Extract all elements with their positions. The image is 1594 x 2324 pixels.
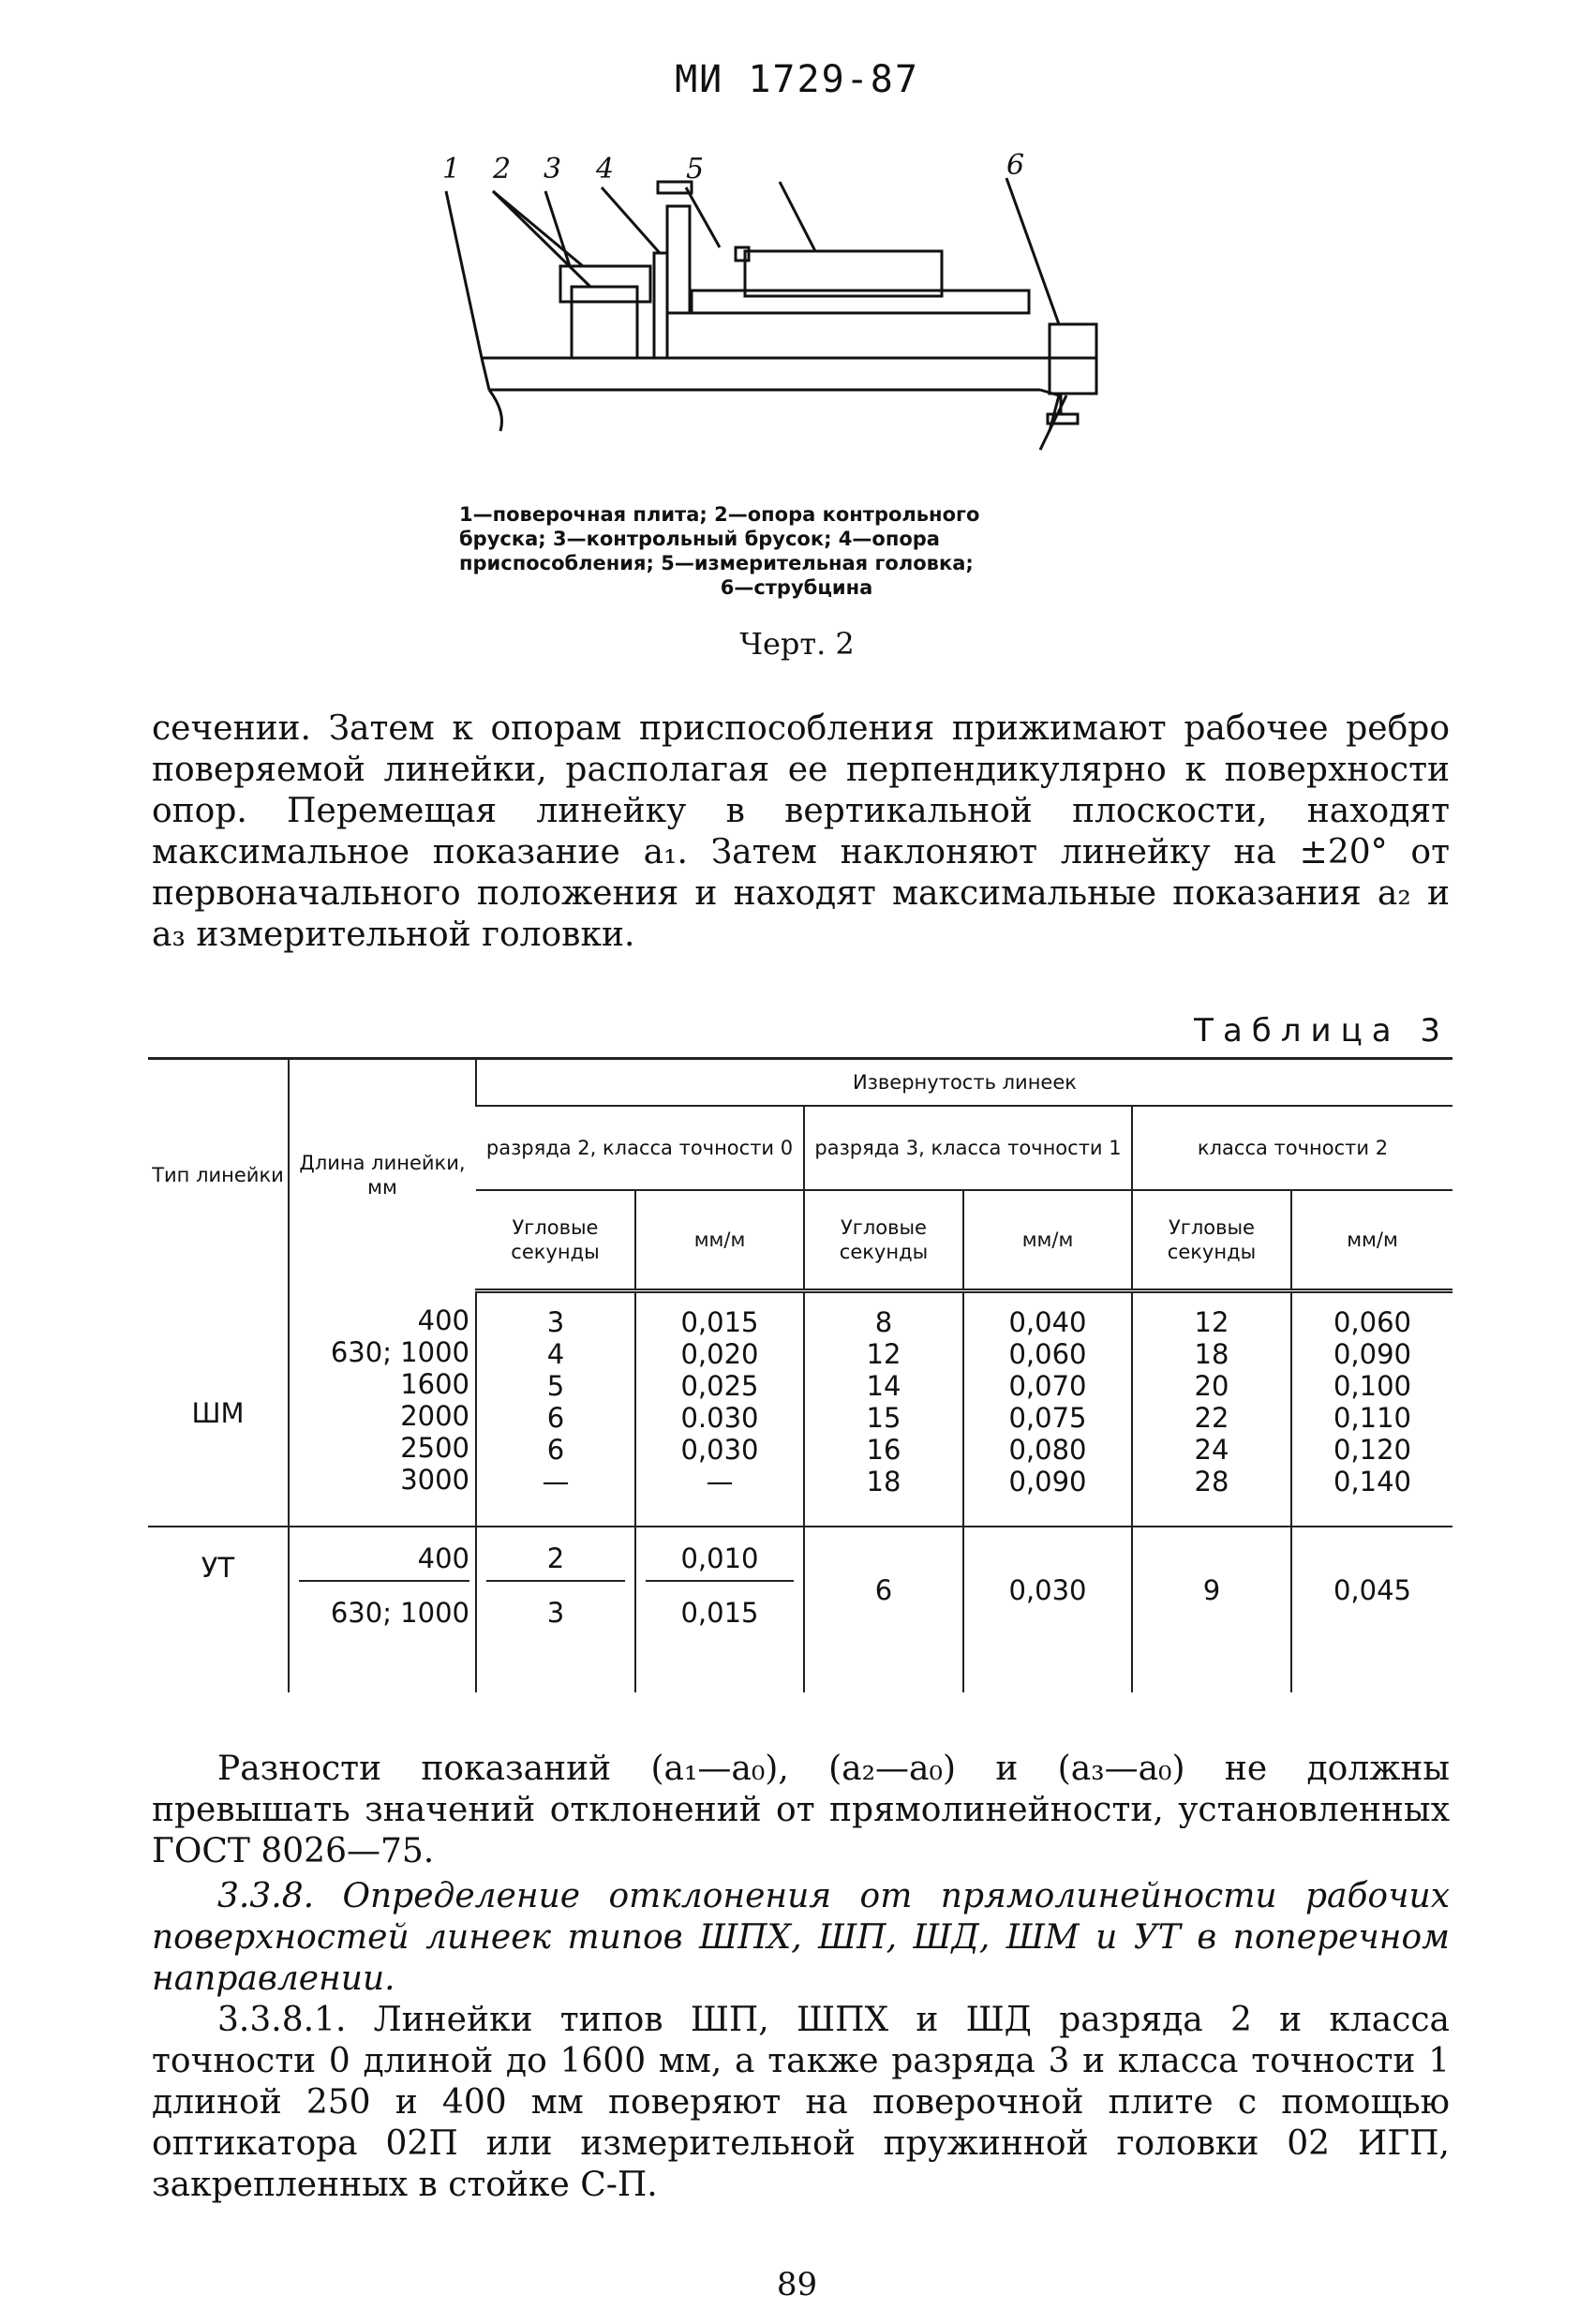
page-number: 89	[776, 2266, 818, 2303]
cell-r2-mm-ut: 0,010 0,015	[635, 1527, 804, 1692]
cell-k2-mm-ut: 0,045	[1291, 1527, 1452, 1692]
cell-k2-sec-ut: 9	[1132, 1527, 1291, 1692]
callout-3: 3	[544, 153, 562, 186]
cell-r2-mm-shm: 0,015 0,020 0,025 0.030 0,030 —	[635, 1291, 804, 1527]
paragraph-measurement: сечении. Затем к опорам приспособления прижимают рабочее ребро поверяемой линейки, располагая ее перпендикулярно к поверхности опор. Перемещая линейку в вертикальной плоскости, находят максимальное показание a₁. Затем наклоняют линейку на ±20° от первоначального положения и находят максимальные показания a₂ и a₃ измерительной головки.	[152, 709, 1450, 954]
caption-line: 1—поверочная плита; 2—опора контрольного	[459, 503, 980, 526]
header-grade-3: разряда 3, класса точности 1	[804, 1106, 1132, 1190]
cell-type-ut: УТ	[148, 1527, 289, 1692]
cell-r3-sec-ut: 6	[804, 1527, 963, 1692]
cell-k2-sec-shm: 12 18 20 22 24 28	[1132, 1291, 1291, 1527]
header-length: Длина линейки, мм	[289, 1059, 476, 1291]
caption-line: 6—струбцина	[720, 576, 873, 599]
caption-line: приспособления; 5—измерительная головка;	[459, 552, 974, 574]
cell-r2-sec-ut: 2 3	[476, 1527, 635, 1692]
caption-line: бруска; 3—контрольный брусок; 4—опора	[459, 528, 940, 550]
header-type: Тип линейки	[148, 1059, 289, 1291]
callout-5: 5	[686, 153, 705, 186]
figure-label: Черт. 2	[739, 626, 855, 662]
header-mm: мм/м	[635, 1190, 804, 1291]
paragraph-differences: Разности показаний (a₁—a₀), (a₂—a₀) и (a₃—a₀) не должны превышать значений отклонений от прямолинейности, установленных ГОСТ 8026—75.	[152, 1750, 1450, 1870]
header-angular: Угловые секунды	[476, 1190, 635, 1291]
cell-r3-mm-shm: 0,040 0,060 0,070 0,075 0,080 0,090	[963, 1291, 1132, 1527]
header-group: Извернутость линеек	[476, 1059, 1452, 1107]
callout-1: 1	[442, 153, 461, 186]
cell-r2-sec-shm: 3 4 5 6 6 —	[476, 1291, 635, 1527]
cell-type-shm: ШМ	[191, 1396, 245, 1429]
header-angular: Угловые секунды	[1132, 1190, 1291, 1291]
figure-caption	[459, 502, 1134, 600]
header-mm: мм/м	[1291, 1190, 1452, 1291]
cell-lengths-shm: 400 630; 1000 1600 2000 2500 3000	[289, 1291, 476, 1527]
cell-k2-mm-shm: 0,060 0,090 0,100 0,110 0,120 0,140	[1291, 1291, 1452, 1527]
table-row-shm	[148, 1291, 1452, 1527]
cell-lengths-ut: 400 630; 1000	[289, 1527, 476, 1692]
paragraph-section-3-3-8: 3.3.8. Определение отклонения от прямолинейности рабочих поверхностей линеек типов ШПХ, ШП, ШД, ШМ и УТ в поперечном направлении.	[152, 1877, 1450, 1998]
callout-2: 2	[493, 153, 512, 186]
callout-6: 6	[1006, 150, 1025, 182]
header-grade-2: разряда 2, класса точности 0	[476, 1106, 804, 1190]
header-mm: мм/м	[963, 1190, 1132, 1291]
cell-r3-sec-shm: 8 12 14 15 16 18	[804, 1291, 963, 1527]
callout-4: 4	[596, 153, 615, 186]
table-title: Таблица 3	[1194, 1012, 1450, 1050]
cell-r3-mm-ut: 0,030	[963, 1527, 1132, 1692]
paragraph-section-3-3-8-1: 3.3.8.1. Линейки типов ШП, ШПХ и ШД разряда 2 и класса точности 0 длиной до 1600 мм, а также разряда 3 и класса точности 1 длиной 250 и 400 мм поверяют на поверочной плите с помощью оптикатора 02П или измерительной пружинной головки 02 ИГП, закрепленных в стойке С-П.	[152, 2001, 1450, 2204]
document-header: МИ 1729-87	[675, 58, 919, 101]
drawing-figure	[440, 150, 1115, 459]
table-row-ut	[148, 1527, 1452, 1692]
twist-table	[148, 1057, 1452, 1692]
header-class-2: класса точности 2	[1132, 1106, 1452, 1190]
fixture-drawing	[440, 150, 1115, 459]
header-angular: Угловые секунды	[804, 1190, 963, 1291]
